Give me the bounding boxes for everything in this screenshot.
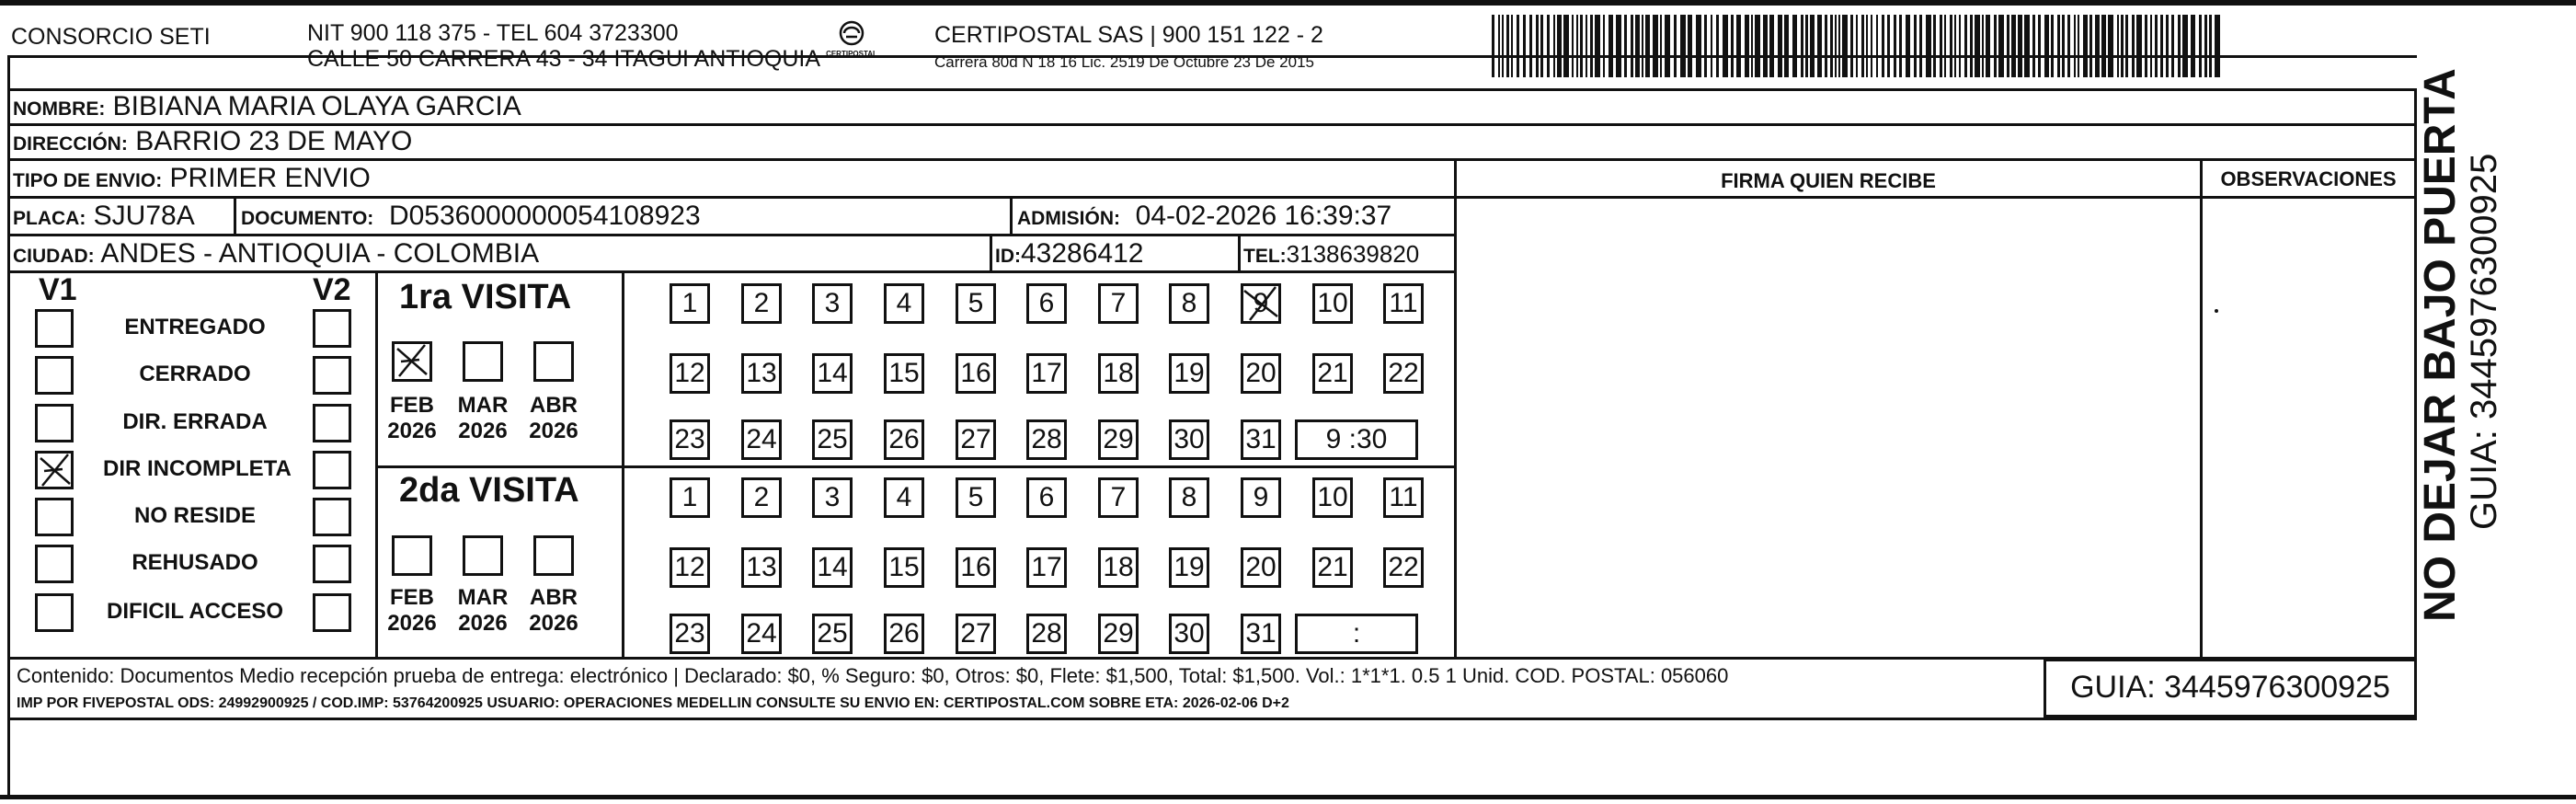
barcode-bar xyxy=(2191,15,2195,77)
firma-label: FIRMA QUIEN RECIBE xyxy=(1721,169,1936,192)
barcode-bar xyxy=(1986,15,1990,77)
placa-field: PLACA: SJU78A xyxy=(13,201,195,231)
barcode-bar xyxy=(1944,15,1946,77)
status-label: DIR. ERRADA xyxy=(122,409,268,434)
barcode-bar xyxy=(1586,15,1587,77)
barcode-bar xyxy=(2078,15,2079,77)
barcode-bar xyxy=(1635,15,1640,77)
barcode-bar xyxy=(1817,15,1822,77)
barcode-bar xyxy=(1994,15,1997,77)
visit2-month-checkbox[interactable] xyxy=(392,535,432,576)
v2-label: V2 xyxy=(313,272,351,307)
visit2-day-10[interactable]: 10 xyxy=(1312,477,1353,518)
barcode-bar xyxy=(1688,15,1692,77)
barcode-bar xyxy=(1835,15,1837,77)
visit1-day-17[interactable]: 17 xyxy=(1026,353,1067,394)
barcode-bar xyxy=(1838,15,1840,77)
barcode-bar xyxy=(1553,15,1555,77)
barcode-bar xyxy=(2062,15,2065,77)
status-left xyxy=(7,272,10,659)
barcode-bar xyxy=(2150,15,2152,77)
status-label: ENTREGADO xyxy=(124,315,266,339)
visit1-day-20[interactable]: 20 xyxy=(1241,353,1281,394)
barcode-bar xyxy=(1975,15,1980,77)
barcode-bar xyxy=(2083,15,2088,77)
barcode-bar xyxy=(1696,15,1701,77)
visit1-day-21[interactable]: 21 xyxy=(1312,353,1353,394)
barcode-bar xyxy=(2182,15,2188,77)
barcode-bar xyxy=(1763,15,1768,77)
v2-checkbox[interactable] xyxy=(313,593,351,632)
barcode-bar xyxy=(1926,15,1931,77)
status-label: DIR INCOMPLETA xyxy=(103,456,292,481)
visit2-day-18[interactable]: 18 xyxy=(1098,547,1139,588)
visit2-day-4[interactable]: 4 xyxy=(884,477,924,518)
barcode-bar xyxy=(2101,15,2106,77)
status-label: REHUSADO xyxy=(132,550,258,575)
visit1-day-22[interactable]: 22 xyxy=(1383,353,1424,394)
barcode-bar xyxy=(1940,15,1942,77)
visit2-day-12[interactable]: 12 xyxy=(670,547,710,588)
barcode-bar xyxy=(1547,15,1550,77)
visit2-day-20[interactable]: 20 xyxy=(1241,547,1281,588)
v1-checkbox[interactable] xyxy=(35,404,74,442)
v1-checkbox[interactable] xyxy=(35,309,74,348)
barcode-bar xyxy=(1954,15,1956,77)
visit1-month-checkbox[interactable] xyxy=(533,341,574,382)
visit2-day-15[interactable]: 15 xyxy=(884,547,924,588)
visit1-day-13[interactable]: 13 xyxy=(741,353,782,394)
status-label: DIFICIL ACCESO xyxy=(106,599,283,624)
visit1-day-8[interactable]: 8 xyxy=(1169,283,1209,324)
id-divider xyxy=(990,235,992,270)
barcode-bar xyxy=(2125,15,2128,77)
visit1-month-label xyxy=(384,393,440,444)
visit2-day-6[interactable]: 6 xyxy=(1026,477,1067,518)
barcode-bar xyxy=(1919,15,1922,77)
barcode-bar xyxy=(2145,15,2147,77)
visit1-day-6[interactable]: 6 xyxy=(1026,283,1067,324)
side-guia: GUIA: 3445976300925 xyxy=(2464,153,2504,530)
barcode-bar xyxy=(1801,15,1803,77)
barcode-bar xyxy=(1933,15,1936,77)
barcode-bar xyxy=(1856,15,1858,77)
barcode-bar xyxy=(2051,15,2054,77)
visit2-day-23[interactable]: 23 xyxy=(670,614,710,654)
barcode-bar xyxy=(1906,15,1910,77)
barcode-bar xyxy=(1964,15,1967,77)
barcode-bar xyxy=(1736,15,1741,77)
visit2-month-label xyxy=(526,585,581,637)
v2-checkbox[interactable] xyxy=(313,356,351,395)
visit1-day-1[interactable]: 1 xyxy=(670,283,710,324)
month-name: MAR xyxy=(457,585,509,610)
v1-checkbox[interactable] xyxy=(35,593,74,632)
barcode-bar xyxy=(1866,15,1868,77)
visit2-day-16[interactable]: 16 xyxy=(956,547,996,588)
barcode-bar xyxy=(1959,15,1961,77)
v2-checkbox[interactable] xyxy=(313,309,351,348)
bottom-border xyxy=(0,795,2576,799)
barcode-bar xyxy=(1723,15,1728,77)
barcode-bar xyxy=(1590,15,1593,77)
visit2-day-27[interactable]: 27 xyxy=(956,614,996,654)
month-name: ABR xyxy=(530,585,578,610)
barcode-bar xyxy=(2067,15,2070,77)
barcode-bar xyxy=(1506,15,1509,77)
visit1-day-31[interactable]: 31 xyxy=(1241,419,1281,460)
barcode-bar xyxy=(1572,15,1574,77)
barcode-bar xyxy=(1580,15,1583,77)
visit2-month-label xyxy=(384,585,440,637)
visit1-month-label xyxy=(526,393,581,444)
barcode-bar xyxy=(1778,15,1782,77)
month-year: 2026 xyxy=(387,611,437,636)
visit2-day-7[interactable]: 7 xyxy=(1098,477,1139,518)
certipostal-logo: CERTIPOSTAL xyxy=(815,20,888,53)
barcode-bar xyxy=(2132,15,2135,77)
visit1-day-19[interactable]: 19 xyxy=(1169,353,1209,394)
signature-area[interactable] xyxy=(1457,199,2200,659)
barcode-bar xyxy=(1894,15,1896,77)
barcode-bar xyxy=(1529,15,1532,77)
visit2-day-30[interactable]: 30 xyxy=(1169,614,1209,654)
visit1-day-18[interactable]: 18 xyxy=(1098,353,1139,394)
observations-area[interactable] xyxy=(2203,199,2414,659)
v2-checkbox[interactable] xyxy=(313,498,351,536)
company-name: CONSORCIO SETI xyxy=(11,24,211,50)
barcode-bar xyxy=(1731,15,1734,77)
visit1-day-25[interactable]: 25 xyxy=(812,419,853,460)
nombre-field: NOMBRE: BIBIANA MARIA OLAYA GARCIA xyxy=(13,91,521,121)
month-name: FEB xyxy=(390,393,434,418)
barcode-bar xyxy=(1784,15,1789,77)
visit2-day-25[interactable]: 25 xyxy=(812,614,853,654)
barcode-bar xyxy=(2178,15,2181,77)
barcode-bar xyxy=(1769,15,1774,77)
barcode-bar xyxy=(1745,15,1749,77)
barcode-bar xyxy=(1751,15,1753,77)
visit2-day-8[interactable]: 8 xyxy=(1169,477,1209,518)
visit1-day-2[interactable]: 2 xyxy=(741,283,782,324)
documento-field: DOCUMENTO: D0536000000054108923 xyxy=(241,201,701,231)
barcode-bar xyxy=(1665,15,1670,77)
address-line: CALLE 50 CARRERA 43 - 34 ITAGUI ANTIOQUIA xyxy=(307,46,821,72)
visit1-day-11[interactable]: 11 xyxy=(1383,283,1424,324)
visit1-day-28[interactable]: 28 xyxy=(1026,419,1067,460)
visit1-month-checkbox[interactable] xyxy=(392,341,432,382)
top-border xyxy=(0,0,2576,6)
visit1-day-30[interactable]: 30 xyxy=(1169,419,1209,460)
status-label: CERRADO xyxy=(139,362,251,386)
v1-checkbox[interactable] xyxy=(35,498,74,536)
barcode-bar xyxy=(2204,15,2207,77)
visit1-day-9[interactable] xyxy=(1241,283,1281,324)
visit2-day-11[interactable]: 11 xyxy=(1383,477,1424,518)
visit1-day-16[interactable]: 16 xyxy=(956,353,996,394)
visit2-day-26[interactable]: 26 xyxy=(884,614,924,654)
visit2-month-checkbox[interactable] xyxy=(533,535,574,576)
barcode-bar xyxy=(1511,15,1513,77)
side-text xyxy=(2417,68,2503,622)
barcode-bar xyxy=(1631,15,1633,77)
nit-line: NIT 900 118 375 - TEL 604 3723300 xyxy=(307,20,679,46)
month-name: ABR xyxy=(530,393,578,418)
admision-field: ADMISIÓN: 04-02-2026 16:39:37 xyxy=(1017,201,1392,231)
barcode-bar xyxy=(1563,15,1569,77)
barcode-bar xyxy=(1825,15,1827,77)
barcode-bar xyxy=(1830,15,1833,77)
barcode-bar xyxy=(1876,15,1878,77)
visit2-day-31[interactable]: 31 xyxy=(1241,614,1281,654)
visit2-title: 2da VISITA xyxy=(399,471,579,510)
visit1-day-4[interactable]: 4 xyxy=(884,283,924,324)
barcode-bar xyxy=(1603,15,1605,77)
visit1-title: 1ra VISITA xyxy=(399,278,572,316)
visit1-day-26[interactable]: 26 xyxy=(884,419,924,460)
barcode-bar xyxy=(1523,15,1526,77)
certipostal-line: CERTIPOSTAL SAS | 900 151 122 - 2 xyxy=(934,22,1323,48)
visit1-day-5[interactable]: 5 xyxy=(956,283,996,324)
barcode-bar xyxy=(1805,15,1808,77)
visit2-day-28[interactable]: 28 xyxy=(1026,614,1067,654)
barcode-bar xyxy=(2209,15,2212,77)
observaciones-label: OBSERVACIONES xyxy=(2220,167,2397,190)
visit-divider xyxy=(375,465,1456,468)
barcode-bar xyxy=(2199,15,2202,77)
barcode-bar xyxy=(1882,15,1884,77)
visit1-day-29[interactable]: 29 xyxy=(1098,419,1139,460)
tel-field: TEL:3138639820 xyxy=(1243,240,1420,268)
barcode-bar xyxy=(1557,15,1562,77)
certipostal-logo-icon xyxy=(833,20,870,46)
visit2-month-checkbox[interactable] xyxy=(463,535,503,576)
barcode-bar xyxy=(1998,15,2004,77)
visit1-day-23[interactable]: 23 xyxy=(670,419,710,460)
barcode-bar xyxy=(1850,15,1853,77)
month-name: MAR xyxy=(457,393,509,418)
barcode-bar xyxy=(1861,15,1864,77)
barcode-bar xyxy=(1609,15,1613,77)
barcode-bar xyxy=(1842,15,1848,77)
visit2-day-3[interactable]: 3 xyxy=(812,477,853,518)
visit2-day-22[interactable]: 22 xyxy=(1383,547,1424,588)
visit1-day-7[interactable]: 7 xyxy=(1098,283,1139,324)
direccion-field: DIRECCIÓN: BARRIO 23 DE MAYO xyxy=(13,126,413,156)
barcode-bar xyxy=(1899,15,1902,77)
visit2-time-box[interactable]: : xyxy=(1295,614,1418,654)
visit2-day-24[interactable]: 24 xyxy=(741,614,782,654)
barcode-bar xyxy=(2155,15,2158,77)
footer-imp: IMP POR FIVEPOSTAL ODS: 24992900925 / COD.IMP: 53764200925 USUARIO: OPERACIONES MEDELLIN CONSULTE SU ENVIO EN: CERTIPOSTAL.COM SOBRE ETA: 2026-02-06 D+2 xyxy=(17,695,1289,711)
barcode-bar xyxy=(2032,15,2035,77)
v1-label: V1 xyxy=(39,272,77,307)
barcode-bar xyxy=(1624,15,1627,77)
visit2-day-17[interactable]: 17 xyxy=(1026,547,1067,588)
placa-divider xyxy=(234,198,236,234)
footer-bottom-line xyxy=(7,718,2417,720)
barcode-bar xyxy=(2038,15,2041,77)
barcode-bar xyxy=(2160,15,2163,77)
tipo-envio-field: TIPO DE ENVIO: PRIMER ENVIO xyxy=(13,163,371,193)
barcode-bar xyxy=(1755,15,1760,77)
month-year: 2026 xyxy=(529,419,578,443)
visit2-day-9[interactable]: 9 xyxy=(1241,477,1281,518)
barcode-bar xyxy=(2215,15,2220,77)
barcode-bar xyxy=(1704,15,1707,77)
v2-checkbox[interactable] xyxy=(313,545,351,583)
barcode-bar xyxy=(1536,15,1539,77)
v2-checkbox[interactable] xyxy=(313,451,351,489)
v1-checkbox[interactable] xyxy=(35,451,74,489)
id-field: ID:43286412 xyxy=(995,238,1144,269)
visit1-day-3[interactable]: 3 xyxy=(812,283,853,324)
barcode-bar xyxy=(2108,15,2113,77)
barcode-bar xyxy=(1716,15,1719,77)
barcode-bar xyxy=(1674,15,1677,77)
visit2-month-label xyxy=(455,585,510,637)
visit1-day-15[interactable]: 15 xyxy=(884,353,924,394)
barcode-bar xyxy=(1502,15,1504,77)
barcode-bar xyxy=(2171,15,2174,77)
visit2-day-1[interactable]: 1 xyxy=(670,477,710,518)
visit2-day-5[interactable]: 5 xyxy=(956,477,996,518)
side-warning: NO DEJAR BAJO PUERTA xyxy=(2416,68,2465,622)
barcode-bar xyxy=(2117,15,2119,77)
barcode-bar xyxy=(2089,15,2092,77)
visit1-time-box[interactable]: 9 :30 xyxy=(1295,419,1418,460)
barcode-bar xyxy=(1680,15,1686,77)
barcode-bar xyxy=(2011,15,2016,77)
barcode-bar xyxy=(1792,15,1797,77)
barcode-bar xyxy=(1492,15,1494,77)
visit1-month-label xyxy=(455,393,510,444)
v1-checkbox[interactable] xyxy=(35,545,74,583)
visit2-day-19[interactable]: 19 xyxy=(1169,547,1209,588)
tel-divider xyxy=(1238,235,1241,270)
visit1-day-27[interactable]: 27 xyxy=(956,419,996,460)
license-line: Carrera 80d N 18 16 Lic. 2519 De Octubre 23 De 2015 xyxy=(934,53,1314,71)
visit1-month-checkbox[interactable] xyxy=(463,341,503,382)
barcode-bar xyxy=(1576,15,1578,77)
visit1-day-10[interactable]: 10 xyxy=(1312,283,1353,324)
barcode-bar xyxy=(2044,15,2049,77)
barcode-bar xyxy=(2136,15,2142,77)
guia-box-text: GUIA: 3445976300925 xyxy=(2070,670,2390,705)
barcode-bar xyxy=(2007,15,2009,77)
barcode-bar xyxy=(2095,15,2100,77)
visit1-day-24[interactable]: 24 xyxy=(741,419,782,460)
barcode-bar xyxy=(1642,15,1643,77)
barcode-bar xyxy=(1810,15,1815,77)
month-year: 2026 xyxy=(529,611,578,636)
company-info xyxy=(307,20,820,72)
barcode xyxy=(1492,15,2226,77)
barcode-bar xyxy=(1645,15,1650,77)
footer-contenido: Contenido: Documentos Medio recepción prueba de entrega: electrónico | Declarado: $0, % Seguro: $0, Otros: $0, Flete: $1,500, Total: $1,500. Vol.: 1*1*1. 0.5 1 Unid. COD. POSTAL: 056060 xyxy=(17,664,1729,687)
barcode-bar xyxy=(1616,15,1621,77)
barcode-bar xyxy=(1711,15,1712,77)
barcode-bar xyxy=(1950,15,1952,77)
month-year: 2026 xyxy=(458,419,508,443)
visit2-day-13[interactable]: 13 xyxy=(741,547,782,588)
month-year: 2026 xyxy=(387,419,437,443)
barcode-bar xyxy=(2057,15,2060,77)
ciudad-field: CIUDAD: ANDES - ANTIOQUIA - COLOMBIA xyxy=(13,238,540,269)
barcode-bar xyxy=(1871,15,1872,77)
barcode-bar xyxy=(2074,15,2076,77)
admision-divider xyxy=(1010,198,1013,234)
barcode-bar xyxy=(2024,15,2030,77)
barcode-bar xyxy=(1887,15,1890,77)
visit2-day-21[interactable]: 21 xyxy=(1312,547,1353,588)
month-name: FEB xyxy=(390,585,434,610)
ink-dot xyxy=(2215,309,2218,313)
barcode-bar xyxy=(1982,15,1984,77)
barcode-bar xyxy=(1595,15,1600,77)
visit1-day-12[interactable]: 12 xyxy=(670,353,710,394)
barcode-bar xyxy=(1914,15,1917,77)
barcode-bar xyxy=(1660,15,1662,77)
visit1-day-14[interactable]: 14 xyxy=(812,353,853,394)
status-label: NO RESIDE xyxy=(133,503,257,528)
barcode-bar xyxy=(2121,15,2124,77)
day-number: 9 xyxy=(1253,288,1269,318)
barcode-bar xyxy=(1540,15,1543,77)
barcode-bar xyxy=(1498,15,1500,77)
v2-checkbox[interactable] xyxy=(313,404,351,442)
v1-checkbox[interactable] xyxy=(35,356,74,395)
barcode-bar xyxy=(1653,15,1658,77)
visit2-day-14[interactable]: 14 xyxy=(812,547,853,588)
barcode-bar xyxy=(2018,15,2022,77)
month-year: 2026 xyxy=(458,611,508,636)
barcode-bar xyxy=(1517,15,1519,77)
barcode-bar xyxy=(2166,15,2169,77)
visit2-day-29[interactable]: 29 xyxy=(1098,614,1139,654)
barcode-bar xyxy=(1970,15,1973,77)
visit2-day-2[interactable]: 2 xyxy=(741,477,782,518)
